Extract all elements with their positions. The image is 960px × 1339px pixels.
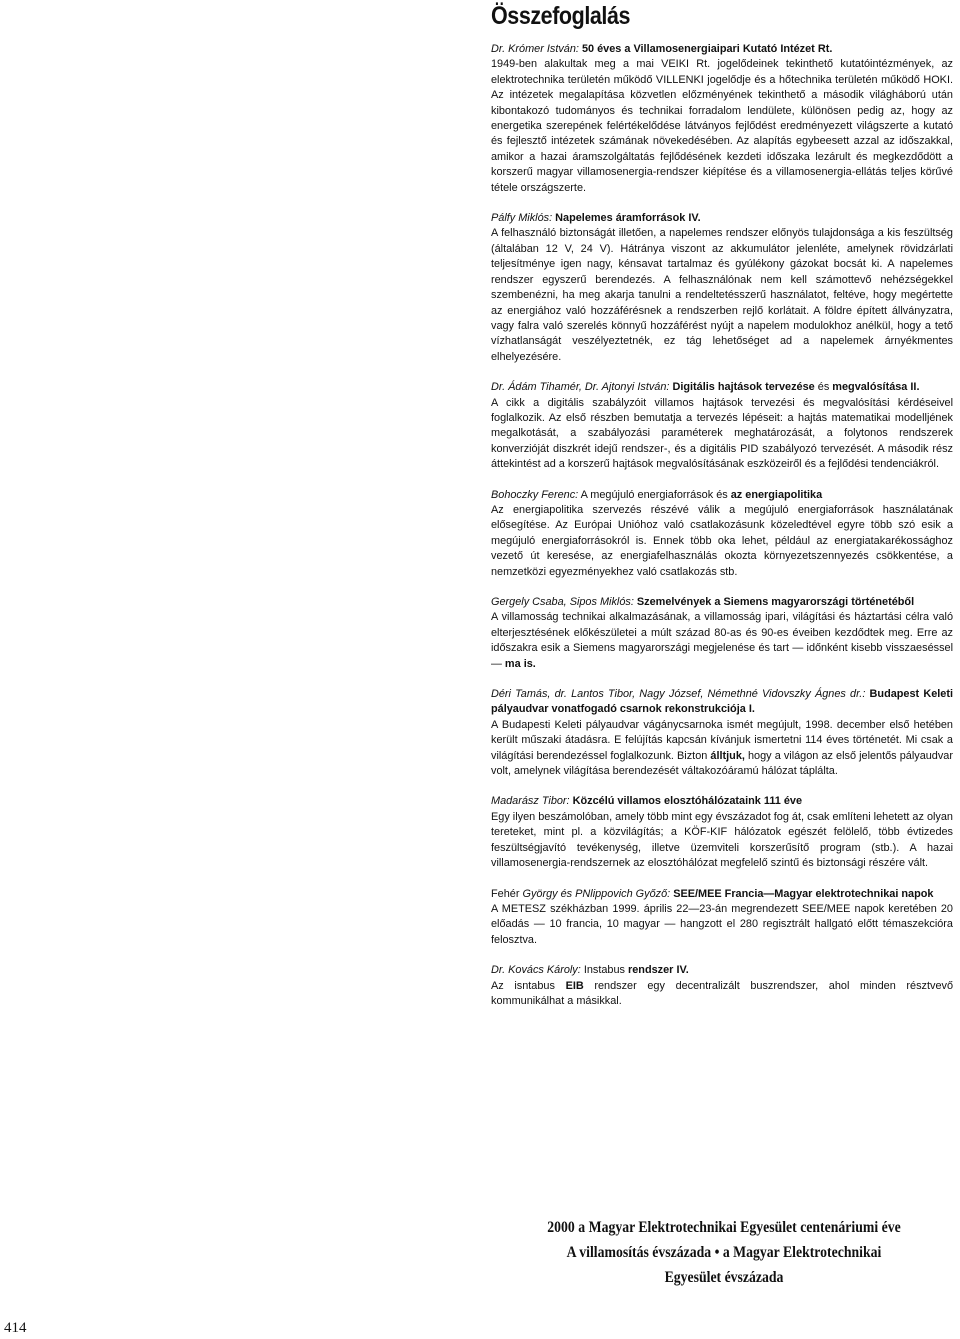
- entry-body: A cikk a digitális szabályzóit villamos hajtások tervezési és megvalósítási kérdéseivel foglalkozik. Az első részben bemutatja a tervezés lépéseit: a hajtás matematikai modelljének megalkotását, a szabályozási paraméterek meghatározását, a folytonos rendszerek konverzióját diszkrét idejű rendszer-, és a digitális PID szabályozó tervezését. A második rész áttekintést ad a korszerű hajtások megvalósításának eszközeiről és a fejlődési tendenciákról.: [491, 396, 953, 471]
- entry-author: Bohoczky Ferenc:: [491, 488, 579, 501]
- entry-body: A METESZ székházban 1999. április 22—23-án megrendezett SEE/MEE napok keretében 20 előadás — 10 francia, 10 magyar — hangzott el 280 regisztrált hallgató előtt témaszekcióra felosztva.: [491, 902, 953, 946]
- entry-author: György és PNlippovich Győző:: [522, 887, 671, 900]
- entry-title: 50 éves a Villamosenergiaipari Kutató Intézet Rt.: [581, 43, 833, 55]
- summary-entry-energiapolitika: [491, 488, 953, 580]
- entry-author: Gergely Csaba, Sipos Miklós:: [491, 596, 634, 608]
- summary-entry-elosztohalozat: [491, 794, 953, 871]
- entry-title-prefix: Instabus: [583, 964, 629, 977]
- page-number: 414: [4, 1320, 27, 1336]
- entry-body-emphasis: álltjuk,: [710, 749, 745, 762]
- entry-author: Dr. Krómer István:: [491, 43, 579, 55]
- summary-entry-siemens: [491, 595, 953, 672]
- entry-author: Dr. Kovács Károly:: [491, 964, 581, 977]
- entry-title-joiner: és: [814, 381, 833, 394]
- entry-body: A Budapesti Keleti pályaudvar vágánycsarnoka ismét megújult, 1998. december első hetében került műszaki átadásra. E felújítás kapcsán kívánjuk ismertetni 114 éves történetét. Mi csak a világítási berendezéssel foglalkozunk. Bizton: [491, 718, 953, 762]
- page-title: Összefoglalás: [491, 2, 631, 30]
- entry-body: A felhasználó biztonságát illetően, a napelemes rendszer előnyös tulajdonsága a kis feszültség (általában 12 V, 24 V). Hátránya viszont az akkumulátor jelenléte, amelynek rövidzárlati teljesítménye igen nagy, kénsavat tartalmaz és gyúlékony gázokat bocsát ki. A napelemes rendszer egyszerű berendezés. A felhasználónak nem kell számottevő nehézségekkel szembenézni, ha meg akarja tanulni a rendeltetésszerű használatot, feltéve, hogy megértette az energiához való hozzáférésnek a rendszerben rejlő korlátait. A földre épített állványzatra, vagy falra való szerelés könnyű hozzáférést nyújt a napelem modulokhoz anélkül, hogy a tető vízhatlanságát veszélyeztetnék, ez tág lehetőséget ad a napelemek árnyékmentes elhelyezésére.: [491, 227, 953, 363]
- entry-author: Pálfy Miklós:: [491, 212, 553, 225]
- entry-title: Budapest Keleti pályaudvar vonatfogadó csarnok rekonstrukciója I.: [491, 688, 953, 716]
- entry-title: rendszer IV.: [628, 964, 689, 977]
- entry-title-prefix: A megújuló energiaforrások és: [580, 488, 731, 501]
- footer-line: Egyesület évszázada: [664, 1269, 784, 1286]
- entry-body: Az energiapolitika szervezés részévé válik a megújuló energiaforrások használatának elősegítése. Az Európai Unióhoz való csatlakozásunk közeledtével egyre több szó esik a megújuló energiaforrásokról is. Ennek több oka lehet, például az energiatakarékossághoz vezető út keresése, az energiafelhasználás okozta környezetszennyezés csökkentése, a nemzetközi egyezményekhez való csatlakozás stb.: [491, 503, 953, 578]
- entry-author: Madarász Tibor:: [491, 795, 570, 808]
- summary-entry-see-mee: [491, 887, 953, 949]
- entry-title: Szemelvények a Siemens magyarországi történetéből: [636, 596, 915, 608]
- summary-entry-instabus: [491, 963, 953, 1009]
- entry-body: 1949-ben alakultak meg a mai VEIKI Rt. jogelődeinek tekinthető kutatóintézmények, az elektrotechnika területén működő VILLENKI jogelődje és a hőtechnika területén működő HOKI. Az intézetek megalapítása közvetlen előzményének tekinthető a második világháború után kibontakozó tudományos és technikai forradalom lendülete, különösen pedig az, hogy az energetika szerepének felértékelődése látványos fejlődést eredményezett világszerte a kutató és fejlesztő intézetek számának növekedésében. Az alapítás egybeesett azzal az időszakkal, amikor a hazai áramszolgáltatás fejlődésének kezdeti időszaka lezárult és megkezdődött a korszerű magyar villamosenergia-rendszer kiépítése és a villamosenergia-ellátás teljes körűvé tétele országszerte.: [491, 58, 953, 194]
- entry-body-emphasis: EIB: [565, 979, 584, 992]
- entry-body: A villamosság technikai alkalmazásának, a villamosság ipari, világítási és háztartási célra való elterjesztésének előkészületei a múlt század 80-as és 90-es éveiben kezdődtek meg. Erre az időszakra esik a Siemens magyarországi megjelenése és tart — időnként kisebb visszaeséssel —: [491, 611, 953, 670]
- summary-list: [491, 42, 953, 1009]
- entry-title-continued: megvalósítása II.: [832, 381, 920, 394]
- summary-entry-keleti: [491, 687, 953, 779]
- entry-body-prefix: Az isntabus: [491, 979, 566, 992]
- entry-title: Napelemes áramforrások IV.: [555, 212, 701, 225]
- entry-author: Déri Tamás, dr. Lantos Tibor, Nagy József, Némethné Vidovszky Ágnes dr.:: [491, 688, 866, 701]
- entry-body: rendszer egy decentralizált buszrendszer, ahol minden résztvevő kommunikálhat a másikkal.: [491, 979, 954, 1007]
- entry-author: Dr. Ádám Tihamér, Dr. Ajtonyi István:: [491, 381, 670, 394]
- summary-entry-digitalis: [491, 380, 953, 472]
- entry-author-prefix: Fehér: [491, 887, 523, 900]
- summary-entry-napelem: [491, 211, 953, 365]
- footer-line: 2000 a Magyar Elektrotechnikai Egyesület centenáriumi éve: [547, 1219, 901, 1236]
- summary-entry-veiki: [491, 42, 953, 196]
- entry-title: Közcélú villamos elosztóhálózataink 111 éve: [572, 795, 803, 808]
- footer-line: A villamosítás évszázada • a Magyar Elektrotechnikai: [566, 1244, 882, 1261]
- entry-body: Egy ilyen beszámolóban, amely több mint egy évszázadot fog át, csak említeni lehetett az olyan tereteket, mint pl. a közvilágítás; a KÖF-KIF hálózatok egészét felölelő, több évtizedes feszültségjavító tevékenység, illetve üzemviteli korszerűsítő program (stb.). A hazai villamosenergia-rendszernek az elosztóhálózat megfelelő szintű és biztonsági részére vált.: [491, 810, 953, 870]
- entry-title: Digitális hajtások tervezése: [672, 381, 815, 394]
- entry-body-emphasis: ma is.: [504, 657, 536, 670]
- entry-title: az energiapolitika: [730, 488, 823, 501]
- centenary-footer: [508, 1215, 940, 1290]
- entry-title: SEE/MEE Francia—Magyar elektrotechnikai napok: [673, 887, 934, 900]
- entry-body-tail: hogy a világon az első jelentős pályaudvar volt, amelynek világítása berendezését váltakozóáramú hálózat táplálta.: [491, 749, 953, 778]
